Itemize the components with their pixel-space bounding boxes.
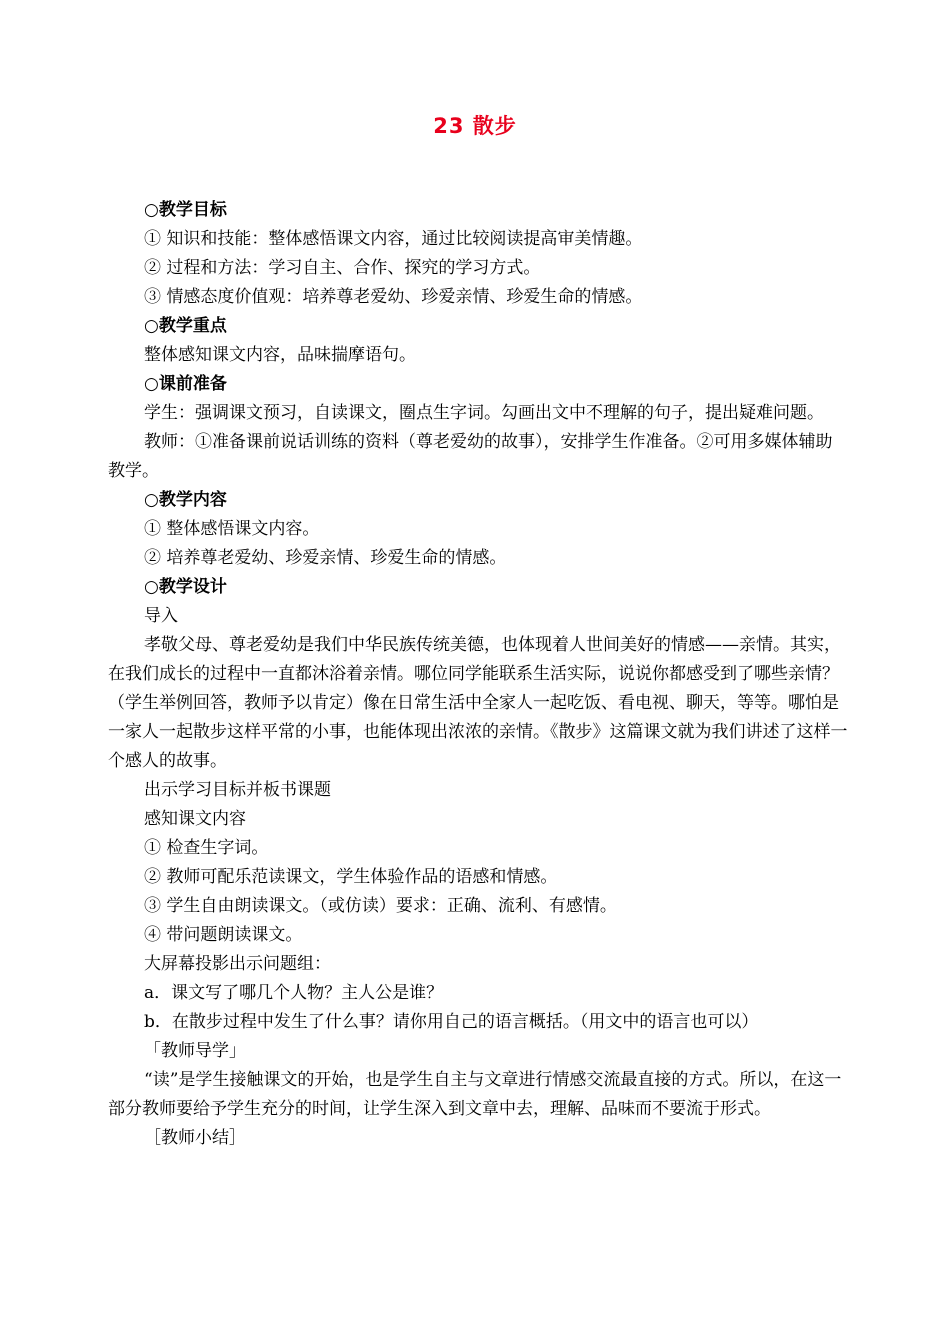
goal-item: ② 过程和方法：学习自主、合作、探究的学习方式。 bbox=[144, 258, 541, 278]
content-item: ② 培养尊老爱幼、珍爱亲情、珍爱生命的情感。 bbox=[144, 548, 507, 568]
intro-paragraph: 孝敬父母、尊老爱幼是我们中华民族传统美德，也体现着人世间美好的情感——亲情。其实，在我们成长的过程中一直都沐浴着亲情。哪位同学能联系生活实际，说说你都感受到了哪些亲情？（学生举例回答，教师予以肯定）像在日常生活中全家人一起吃饭、看电视、聊天，等等。哪怕是一家人一起散步这样平常的小事，也能体现出浓浓的亲情。《散步》这篇课文就为我们讲述了这样一个感人的故事。 bbox=[108, 635, 848, 771]
preparation-teacher: 教师：①准备课前说话训练的资料（尊老爱幼的故事），安排学生作准备。②可用多媒体辅助教学。 bbox=[108, 432, 833, 481]
section-heading-focus: ○教学重点 bbox=[144, 316, 227, 336]
screen-label: 大屏幕投影出示问题组： bbox=[144, 954, 331, 974]
step-item: ② 教师可配乐范读课文，学生体验作品的语感和情感。 bbox=[144, 867, 558, 887]
page-title: 23 散步 bbox=[433, 114, 517, 138]
guide-label: 「教师导学」 bbox=[144, 1041, 246, 1061]
focus-text: 整体感知课文内容，品味揣摩语句。 bbox=[144, 345, 416, 365]
section-heading-design: ○教学设计 bbox=[144, 577, 227, 597]
goal-item: ③ 情感态度价值观：培养尊老爱幼、珍爱亲情、珍爱生命的情感。 bbox=[144, 287, 643, 307]
summary-label: ［教师小结］ bbox=[144, 1128, 246, 1148]
intro-label: 导入 bbox=[144, 606, 178, 626]
document-body bbox=[108, 196, 848, 1153]
question-item: b．在散步过程中发生了什么事？请你用自己的语言概括。（用文中的语言也可以） bbox=[144, 1012, 759, 1032]
step-item: ④ 带问题朗读课文。 bbox=[144, 925, 303, 945]
content-item: ① 整体感悟课文内容。 bbox=[144, 519, 320, 539]
section-heading-goals: ○教学目标 bbox=[144, 200, 227, 220]
step-item: ① 检查生字词。 bbox=[144, 838, 269, 858]
section-heading-preparation: ○课前准备 bbox=[144, 374, 227, 394]
guide-paragraph: “读”是学生接触课文的开始，也是学生自主与文章进行情感交流最直接的方式。所以，在这一部分教师要给予学生充分的时间，让学生深入到文章中去，理解、品味而不要流于形式。 bbox=[108, 1070, 842, 1119]
perceive-label: 感知课文内容 bbox=[144, 809, 246, 829]
goal-item: ① 知识和技能：整体感悟课文内容，通过比较阅读提高审美情趣。 bbox=[144, 229, 643, 249]
step-item: ③ 学生自由朗读课文。（或仿读）要求：正确、流利、有感情。 bbox=[144, 896, 617, 916]
question-item: a．课文写了哪几个人物？主人公是谁？ bbox=[144, 983, 444, 1003]
preparation-student: 学生：强调课文预习，自读课文，圈点生字词。勾画出文中不理解的句子，提出疑难问题。 bbox=[144, 403, 824, 423]
show-goals-text: 出示学习目标并板书课题 bbox=[144, 780, 331, 800]
section-heading-content: ○教学内容 bbox=[144, 490, 227, 510]
